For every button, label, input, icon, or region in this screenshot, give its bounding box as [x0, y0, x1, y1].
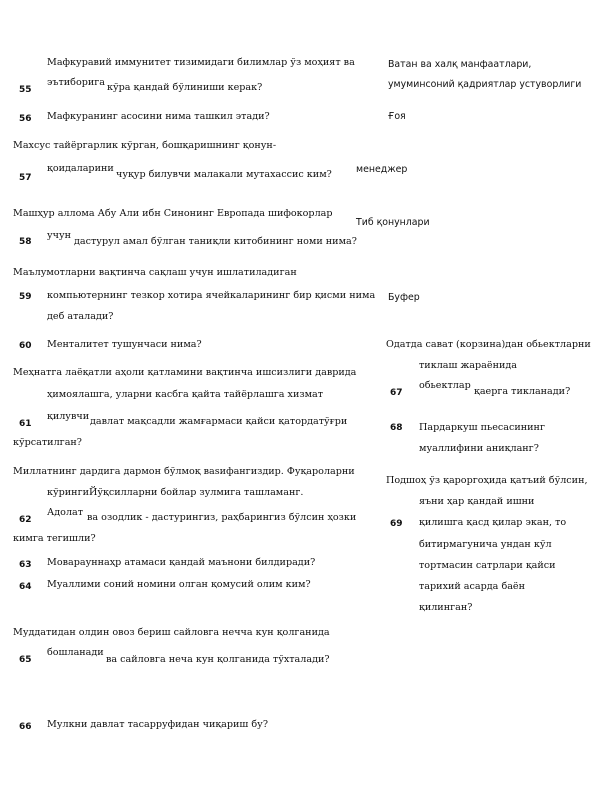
question-text: яъни ҳар қандай ишни	[419, 496, 535, 507]
question-text: Моварауннаҳр атамаси қандай маънони билдиради?	[47, 557, 316, 568]
question-number: 68	[390, 423, 403, 433]
question-text: ҳимоялашга, уларни касбга қайта тайёрлашга хизмат	[47, 389, 324, 400]
question-text: қилишга қасд қилар экан, то	[419, 517, 567, 528]
question-text: Мафкуравий иммунитет тизимидаги билимлар ўз моҳият ва	[47, 57, 355, 68]
question-text: Адолат	[47, 507, 84, 518]
question-text: Мафкуранинг асосини нима ташкил этади?	[47, 111, 270, 122]
question-text: Пардаркуш пьесасининг	[419, 422, 545, 433]
question-text: дастурул амал бўлган таниқли китобининг номи нима?	[74, 236, 357, 247]
answer-text: Ғоя	[388, 111, 406, 122]
question-text: муаллифини аниқланг?	[419, 443, 539, 454]
question-number: 67	[390, 388, 403, 398]
question-text: тарихий асарда баён	[419, 581, 526, 592]
answer-text: умуминсоний қадриятлар устуворлиги	[388, 79, 582, 90]
question-number: 69	[390, 519, 403, 529]
question-number: 62	[19, 515, 32, 525]
question-text: обьектлар	[419, 380, 471, 391]
question-number: 61	[19, 419, 32, 429]
question-number: 65	[19, 655, 32, 665]
question-number: 57	[19, 173, 32, 183]
question-text: Маълумотларни вақтинча сақлаш учун ишлатиладиган	[13, 267, 297, 278]
question-text: Муддатидан олдин овоз бериш сайловга нечча кун қолганида	[13, 627, 330, 638]
answer-text: менеджер	[356, 164, 408, 175]
question-text: давлат мақсадли жамғармаси қайси қатордатўғри	[90, 416, 348, 427]
question-text: Махсус тайёргарлик кўрган, бошқаришнинг қонун-	[13, 140, 277, 151]
question-number: 63	[19, 560, 32, 570]
question-text: битирмагунича ундан кўл	[419, 539, 552, 550]
question-text: қаерга тикланади?	[474, 386, 571, 397]
question-number: 56	[19, 114, 32, 124]
question-text: қилувчи	[47, 411, 90, 422]
question-text: эътиборига	[47, 77, 106, 88]
question-text: кимга тегишли?	[13, 533, 96, 544]
question-text: Подшоҳ ўз қароргоҳида қатъий бўлсин,	[386, 475, 588, 486]
question-text: Менталитет тушунчаси нима?	[47, 339, 202, 350]
question-text: бошланади	[47, 647, 104, 658]
question-text: қилинган?	[419, 602, 473, 613]
question-text: Одатда сават (корзина)дан обьектларни	[386, 339, 591, 350]
question-number: 59	[19, 292, 32, 302]
question-text: кўрсатилган?	[13, 437, 82, 448]
question-text: ва сайловга неча кун қолганида тўхталади?	[106, 654, 330, 665]
answer-text: Тиб қонунлари	[356, 217, 430, 228]
question-text: чуқур билувчи малакали мутахассис ким?	[116, 169, 332, 180]
question-text: Миллатнинг дардига дармон бўлмоқ ваsифангиздир. Фуқароларни	[13, 466, 355, 477]
question-text: қоидаларини	[47, 163, 114, 174]
question-text: компьютернинг тезкор хотира ячейкаларининг бир қисми нима	[47, 290, 376, 301]
question-number: 60	[19, 341, 32, 351]
question-text: Машҳур аллома Абу Али ибн Синонинг Европада шифокорлар	[13, 208, 333, 219]
question-number: 58	[19, 237, 32, 247]
question-text: кўрингиЙўқсилларни бойлар зулмига ташламанг.	[47, 487, 304, 498]
question-text: тортмасин сатрлари қайси	[419, 560, 556, 571]
answer-text: Буфер	[388, 292, 420, 303]
answer-text: Ватан ва халқ манфаатлари,	[388, 59, 532, 70]
question-text: ва озодлик - дастурингиз, раҳбарингиз бўлсин ҳозки	[87, 512, 357, 523]
question-text: тиклаш жараёнида	[419, 360, 517, 371]
question-number: 66	[19, 722, 32, 732]
question-text: кўра қандай бўлиниши керак?	[107, 82, 263, 93]
question-text: Мулкни давлат тасарруфидан чиқариш бу?	[47, 719, 268, 730]
question-text: Муаллими соний номини олган қомусий олим ким?	[47, 579, 311, 590]
question-text: Меҳнатга лаёқатли аҳоли қатламини вақтинча ишсизлиги даврида	[13, 367, 357, 378]
question-text: учун	[47, 230, 72, 241]
question-number: 55	[19, 85, 32, 95]
question-text: деб аталади?	[47, 311, 114, 322]
question-number: 64	[19, 582, 32, 592]
